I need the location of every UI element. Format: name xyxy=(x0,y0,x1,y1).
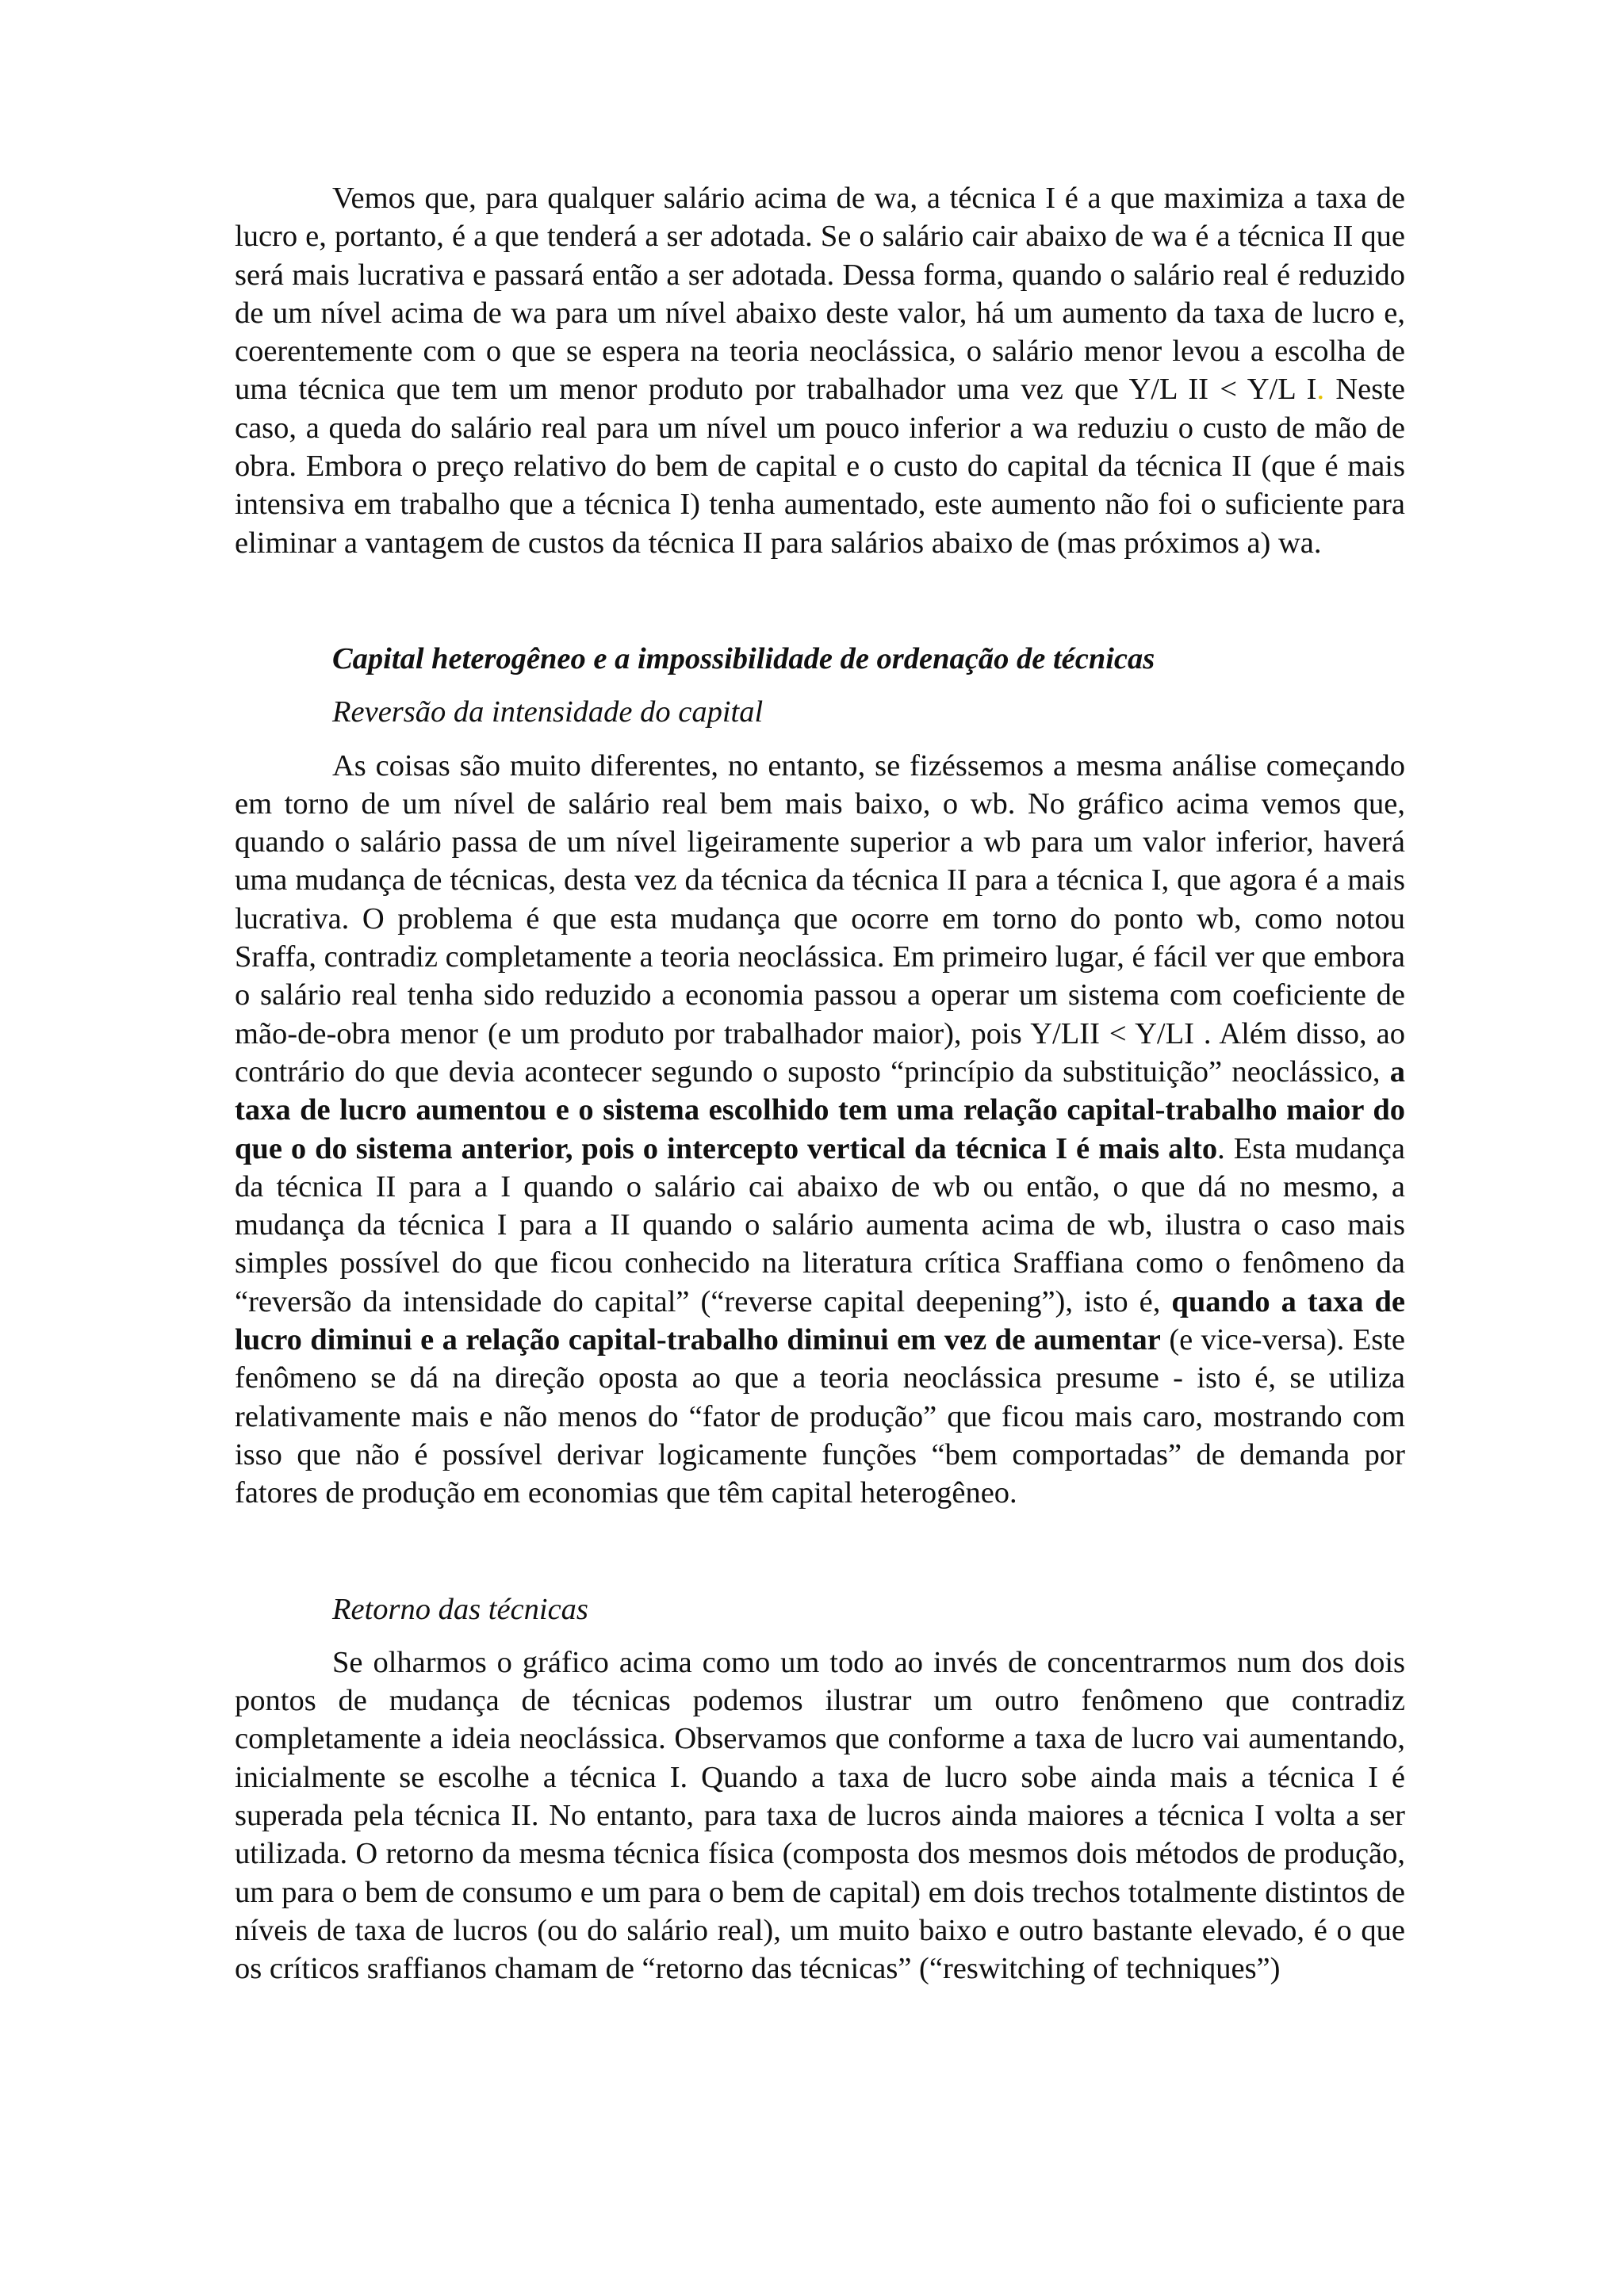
paragraph-text: Neste caso, a queda do salário real para um nível um pouco inferior a wa reduziu o custo de mão de obra. Embora o preço relativo do bem de capital e o custo do capital da técnica II (que é mais intensiva em trabalho que a técnica I) tenha aumentado, este aumento não foi o suficiente para eliminar a vantagem de custos da técnica II para salários abaixo de (mas próximos a) wa. xyxy=(235,373,1405,560)
paragraph-text: Vemos que, para qualquer salário acima de wa, a técnica I é a que maximiza a taxa de lucro e, portanto, é a que tenderá a ser adotada. Se o salário cair abaixo de wa é a técnica II que será mais lucrativa e passará então a ser adotada. Dessa forma, quando o salário real é reduzido de um nível acima de wa para um nível abaixo deste valor, há um aumento da taxa de lucro e, coerentemente com o que se espera na teoria neoclássica, o salário menor levou a escolha de uma técnica que tem um menor produto por trabalhador uma vez que Y/L II < Y/L I xyxy=(235,182,1405,407)
paragraph-text: (e vice-versa). Este fenômeno se dá na direção oposta ao que a teoria neoclássica presume - isto é, se utiliza relativamente mais e não menos do “fator de produção” que ficou mais caro, mostrando com isso que não é possível derivar logicamente funções “bem comportadas” de demanda por fatores de produção em economias que têm capital heterogêneo. xyxy=(235,1323,1405,1510)
document-page xyxy=(235,179,1405,1988)
section-subheading: Reversão da intensidade do capital xyxy=(332,695,764,729)
paragraph-techniques-wa xyxy=(235,179,1405,562)
paragraph-text: . Esta mudança da técnica II para a I quando o salário cai abaixo de wb ou então, o que dá no mesmo, a mudança da técnica I para a II quando o salário aumenta acima de wb, ilustra o caso mais simples possível do que ficou conhecido na literatura crítica Sraffiana como o fenômeno da “reversão da intensidade do capital” (“reverse capital deepening”), isto é, xyxy=(235,1131,1405,1318)
section-subheading: Retorno das técnicas xyxy=(332,1592,588,1626)
bold-emphasis: a taxa de lucro aumentou e o sistema escolhido tem uma relação capital-trabalho maior do que o do sistema anterior, pois o intercepto vertical da técnica I é mais alto xyxy=(235,1054,1405,1165)
bold-emphasis: quando a taxa de lucro diminui e a relação capital-trabalho diminui em vez de aumentar xyxy=(235,1284,1405,1357)
section-heading: Capital heterogêneo e a impossibilidade de ordenação de técnicas xyxy=(332,641,1155,675)
paragraph-reverse-capital-deepening xyxy=(235,747,1405,1513)
paragraph-text: As coisas são muito diferentes, no entanto, se fizéssemos a mesma análise começando em torno de um nível de salário real bem mais baixo, o wb. No gráfico acima vemos que, quando o salário passa de um nível ligeiramente superior a wb para um valor inferior, haverá uma mudança de técnicas, desta vez da técnica da técnica II para a técnica I, que agora é a mais lucrativa. O problema é que esta mudança que ocorre em torno do ponto wb, como notou Sraffa, contradiz completamente a teoria neoclássica. Em primeiro lugar, é fácil ver que embora o salário real tenha sido reduzido a economia passou a operar um sistema com coeficiente de mão-de-obra menor (e um produto por trabalhador maior), pois Y/LII < Y/LI . Além disso, ao contrário do que devia acontecer segundo o suposto “princípio da substituição” neoclássico, xyxy=(235,748,1405,1089)
highlighted-period: . xyxy=(1316,373,1325,407)
paragraph-reswitching: Se olharmos o gráfico acima como um todo ao invés de concentrarmos num dos dois pontos de mudança de técnicas podemos ilustrar um outro fenômeno que contradiz completamente a ideia neoclássica. Observamos que conforme a taxa de lucro vai aumentando, inicialmente se escolhe a técnica I. Quando a taxa de lucro sobe ainda mais a técnica I é superada pela técnica II. No entanto, para taxa de lucros ainda maiores a técnica I volta a ser utilizada. O retorno da mesma técnica física (composta dos mesmos dois métodos de produção, um para o bem de consumo e um para o bem de capital) em dois trechos totalmente distintos de níveis de taxa de lucros (ou do salário real), um muito baixo e outro bastante elevado, é o que os críticos sraffianos chamam de “retorno das técnicas” (“reswitching of techniques”) xyxy=(235,1645,1405,1986)
